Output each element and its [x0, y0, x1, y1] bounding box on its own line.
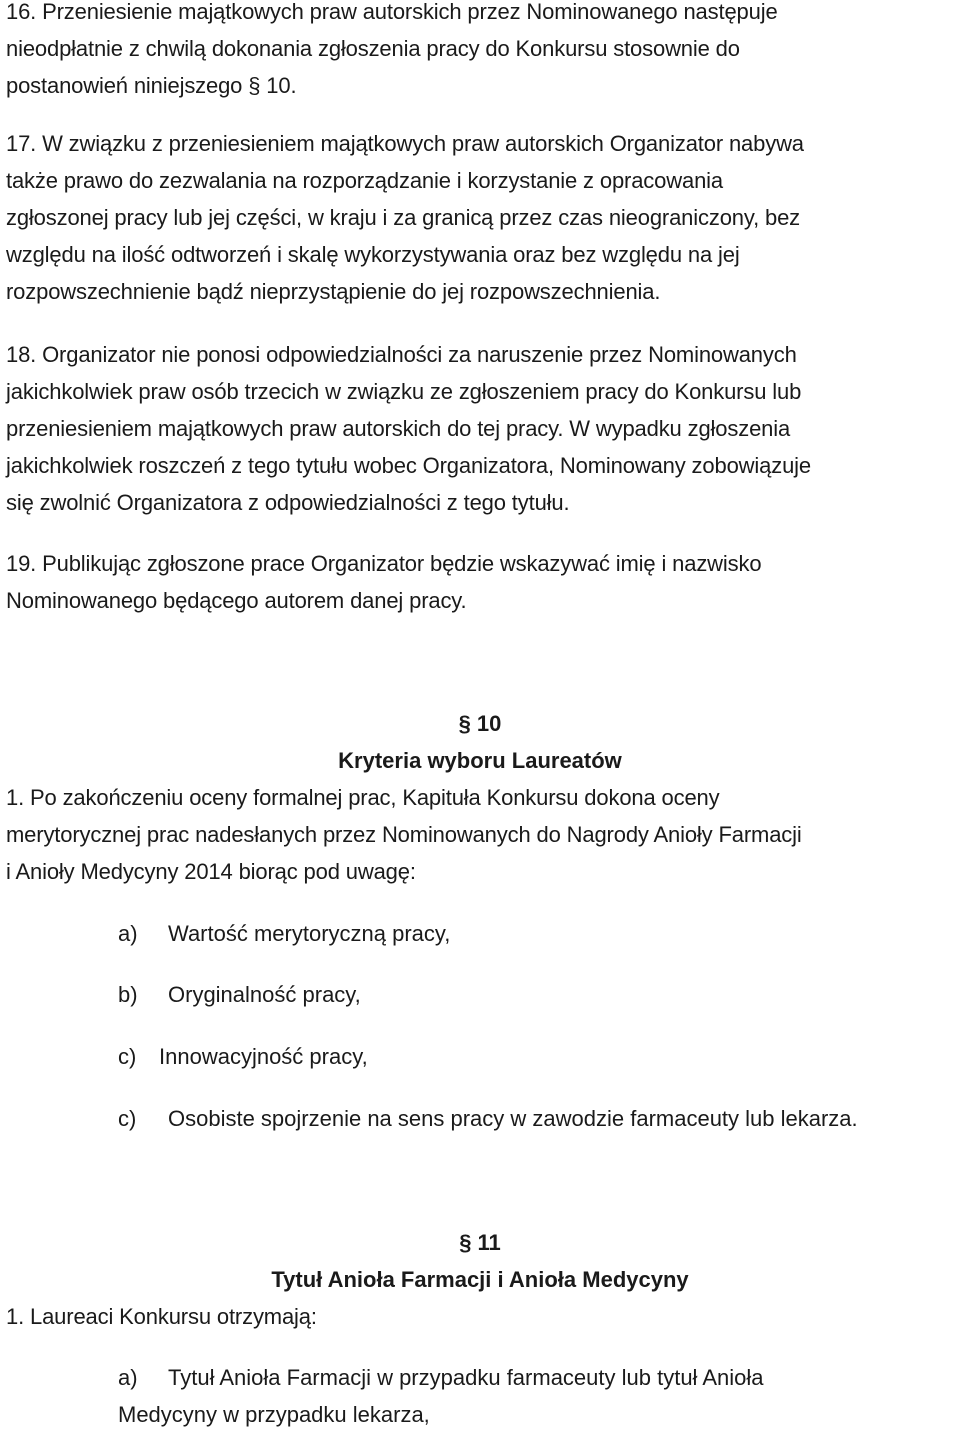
list-item	[118, 1100, 953, 1137]
list-item-continuation: Medycyny w przypadku lekarza,	[118, 1402, 430, 1427]
list-marker: a)	[118, 1365, 138, 1390]
list-item-text: Innowacyjność pracy,	[159, 1044, 368, 1069]
list-item	[118, 1359, 953, 1433]
paragraph-18: 18. Organizator nie ponosi odpowiedzialności za naruszenie przez Nominowanych jakichkolwiek praw osób trzecich w związku ze zgłoszeniem pracy do Konkursu lub przeniesieniem majątkowych praw autorskich do tej pracy. W wypadku zgłoszenia jakichkolwiek roszczeń z tego tytułu wobec Organizatora, Nominowany zobowiązuje się zwolnić Organizatora z odpowiedzialności z tego tytułu.	[6, 342, 811, 515]
section-11-number: § 11	[459, 1230, 501, 1255]
list-item-text: Oryginalność pracy,	[168, 982, 361, 1007]
list-marker: a)	[118, 921, 138, 946]
list-item-text: Wartość merytoryczną pracy,	[168, 921, 451, 946]
list-item	[118, 1038, 953, 1075]
section-10-number: § 10	[458, 711, 502, 736]
list-marker: c)	[118, 1044, 137, 1069]
paragraph-16: 16. Przeniesienie majątkowych praw autorskich przez Nominowanego następuje nieodpłatnie z chwilą dokonania zgłoszenia pracy do Konkursu stosownie do postanowień niniejszego § 10.	[6, 0, 778, 98]
paragraph-17: 17. W związku z przeniesieniem majątkowych praw autorskich Organizator nabywa także prawo do zezwalania na rozporządzanie i korzystanie z opracowania zgłoszonej pracy lub jej części, w kraju i za granicą przez czas nieograniczony, bez względu na ilość odtworzeń i skalę wykorzystywania oraz bez względu na jej rozpowszechnienie bądź nieprzystąpienie do jej rozpowszechnienia.	[6, 131, 804, 304]
section-10-title: Kryteria wyboru Laureatów	[338, 748, 622, 773]
section-10-intro: 1. Po zakończeniu oceny formalnej prac, Kapituła Konkursu dokona oceny merytorycznej prac nadesłanych przez Nominowanych do Nagrody Anioły Farmacji i Anioły Medycyny 2014 biorąc pod uwagę:	[6, 785, 802, 884]
section-11-title: Tytuł Anioła Farmacji i Anioła Medycyny	[271, 1267, 689, 1292]
section-11-intro: 1. Laureaci Konkursu otrzymają:	[6, 1304, 317, 1329]
list-marker: c)	[118, 1106, 137, 1131]
list-item	[118, 915, 953, 952]
list-item-text: Osobiste spojrzenie na sens pracy w zawodzie farmaceuty lub lekarza.	[168, 1106, 858, 1131]
list-item	[118, 976, 953, 1013]
paragraph-19: 19. Publikując zgłoszone prace Organizator będzie wskazywać imię i nazwisko Nominowanego będącego autorem danej pracy.	[6, 551, 762, 613]
list-item-text: Tytuł Anioła Farmacji w przypadku farmaceuty lub tytuł Anioła	[168, 1365, 764, 1390]
list-marker: b)	[118, 982, 138, 1007]
